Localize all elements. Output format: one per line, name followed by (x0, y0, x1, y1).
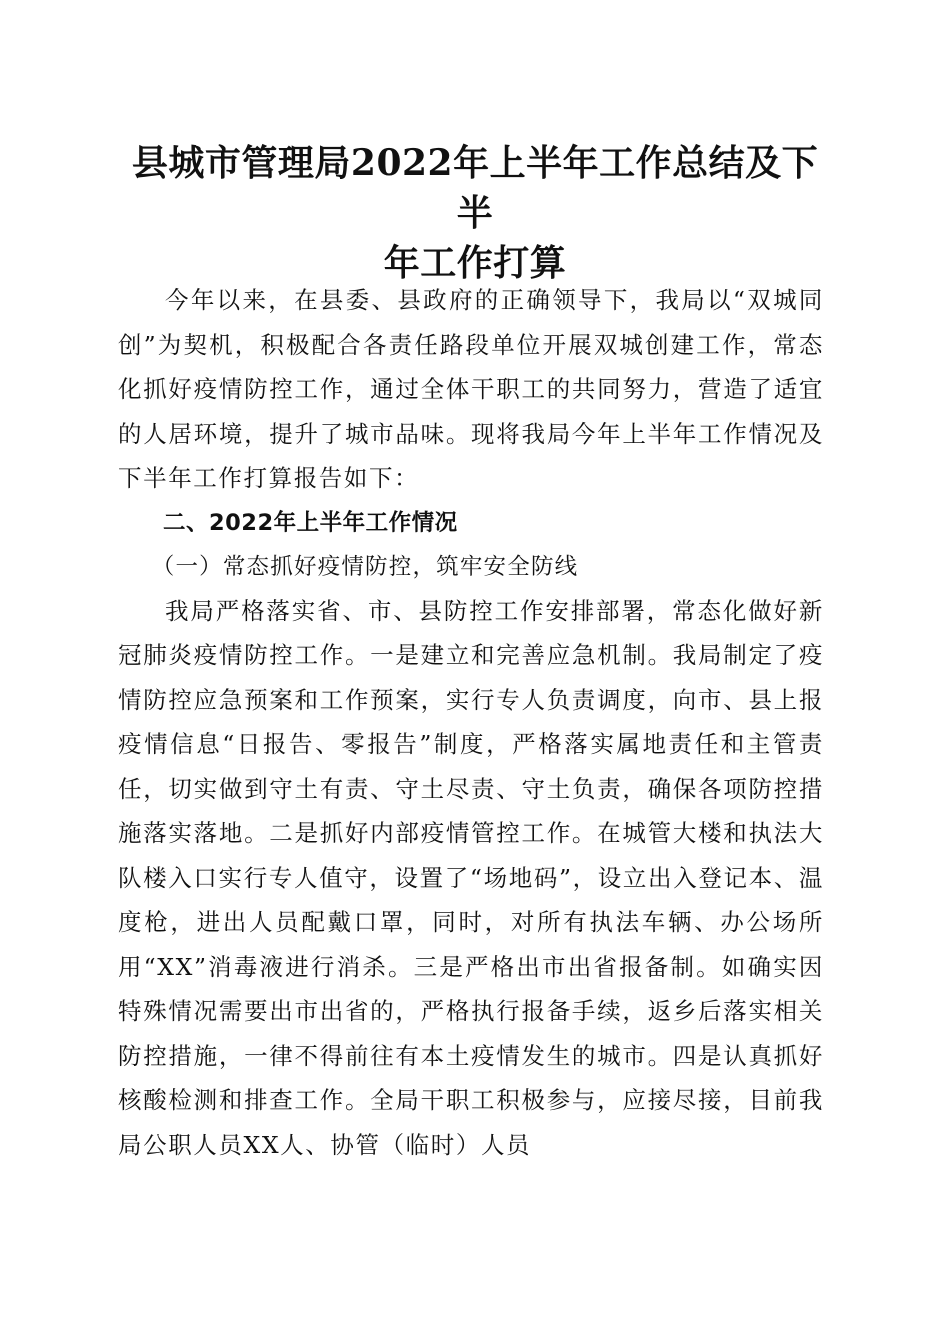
document-title (120, 138, 830, 288)
subsection-heading: （一）常态抓好疫情防控，筑牢安全防线 (151, 553, 579, 580)
document-title-line-1: 县城市管理局2022年上半年工作总结及下半 (131, 142, 819, 234)
intro-paragraph: 今年以来，在县委、县政府的正确领导下，我局以“双城同创”为契机，积极配合各责任路段单位开展双城创建工作，常态化抓好疫情防控工作，通过全体干职工的共同努力，营造了适宜的人居环境，提升了城市品味。现将我局今年上半年工作情况及下半年工作打算报告如下： (118, 286, 824, 492)
document-title-line-2: 年工作打算 (383, 242, 567, 284)
document-body (118, 278, 824, 1167)
body-paragraph: 我局严格落实省、市、县防控工作安排部署，常态化做好新冠肺炎疫情防控工作。一是建立和完善应急机制。我局制定了疫情防控应急预案和工作预案，实行专人负责调度，向市、县上报疫情信息“日报告、零报告”制度，严格落实属地责任和主管责任，切实做到守土有责、守土尽责、守土负责，确保各项防控措施落实落地。二是抓好内部疫情管控工作。在城管大楼和执法大队楼入口实行专人值守，设置了“场地码”，设立出入登记本、温度枪，进出人员配戴口罩，同时，对所有执法车辆、办公场所用“XX”消毒液进行消杀。三是严格出市出省报备制。如确实因特殊情况需要出市出省的，严格执行报备手续，返乡后落实相关防控措施，一律不得前往有本土疫情发生的城市。四是认真抓好核酸检测和排查工作。全局干职工积极参与，应接尽接，目前我局公职人员XX人、协管（临时）人员 (118, 596, 824, 1159)
section-heading: 二、2022年上半年工作情况 (163, 509, 458, 536)
